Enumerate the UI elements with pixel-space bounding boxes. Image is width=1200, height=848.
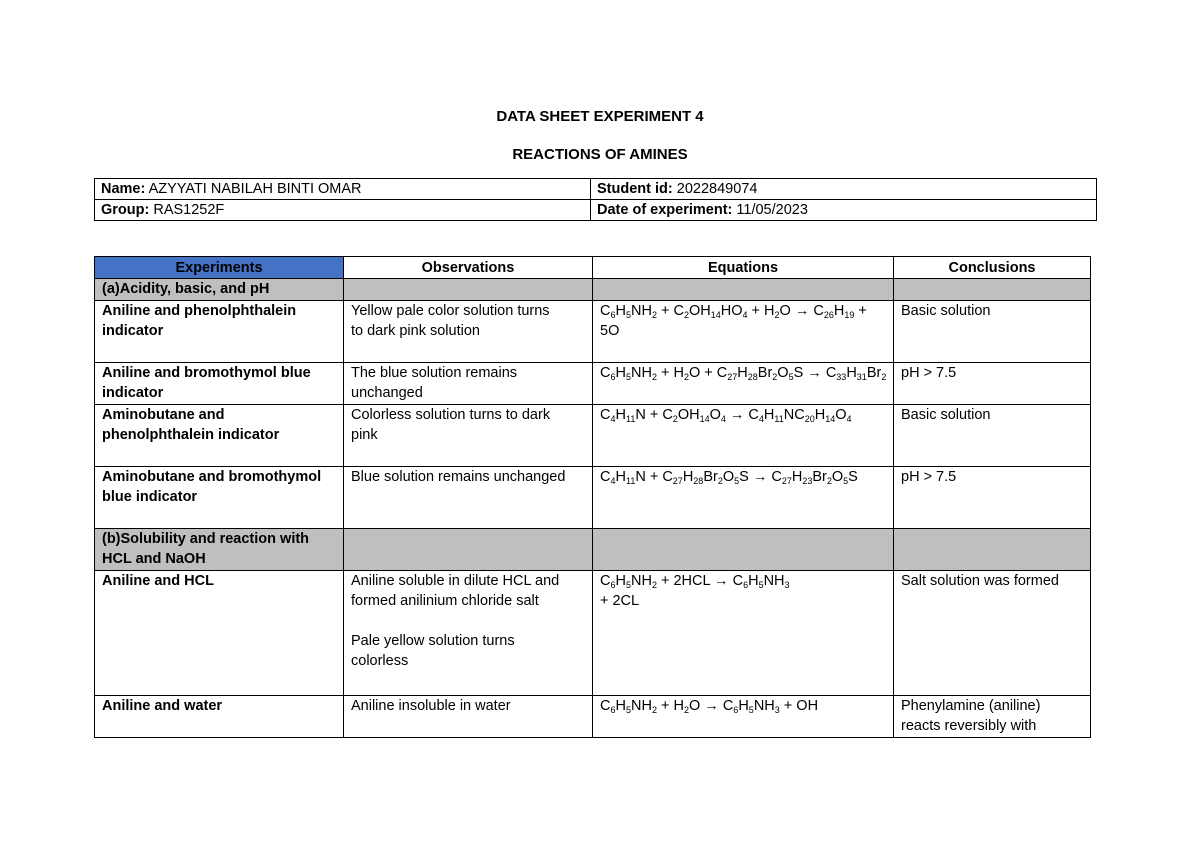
observation-line: Aniline insoluble in water	[351, 698, 511, 714]
subscript: 5	[625, 372, 631, 382]
equation-text: + C	[656, 303, 684, 319]
subscript: 20	[804, 414, 815, 424]
equation-text: S → C	[739, 469, 782, 485]
experiment-line: Aminobutane and bromothymol	[102, 469, 322, 485]
equation-cell	[593, 363, 894, 405]
equation-text: Br	[757, 365, 773, 381]
equation-text: NH	[753, 698, 775, 714]
equation-line: + 2CL	[600, 593, 640, 609]
section-cell	[344, 529, 593, 571]
equation-text: + H	[656, 698, 684, 714]
subscript: 5	[788, 372, 794, 382]
subscript: 6	[610, 705, 616, 715]
subscript: 5	[734, 476, 740, 486]
subscript: 4	[742, 310, 748, 320]
conclusion-cell	[894, 363, 1091, 405]
results-table	[94, 256, 1091, 738]
conclusion-line: reacts reversibly with	[901, 718, 1037, 734]
section-row-b	[95, 529, 1091, 571]
subscript: 3	[784, 580, 790, 590]
observation-line: Colorless solution turns to dark	[351, 407, 551, 423]
conclusion-line: Basic solution	[901, 407, 991, 423]
header-experiments: Experiments	[95, 257, 344, 279]
conclusion-cell	[894, 696, 1091, 738]
header-observations: Observations	[344, 257, 593, 279]
table-row	[95, 363, 1091, 405]
subscript: 28	[693, 476, 704, 486]
date-cell	[591, 200, 1097, 221]
subscript: 27	[781, 476, 792, 486]
observation-line: colorless	[351, 653, 409, 669]
group-value: RAS1252F	[153, 202, 225, 218]
equation-cell	[593, 467, 894, 529]
subscript: 19	[844, 310, 855, 320]
observation-cell	[344, 301, 593, 363]
equation-text: S	[848, 469, 858, 485]
subscript: 5	[625, 310, 631, 320]
observation-line: Yellow pale color solution turns	[351, 303, 550, 319]
conclusion-line: pH > 7.5	[901, 365, 957, 381]
equation-text: NC	[783, 407, 805, 423]
equation-text: Br	[703, 469, 718, 485]
section-cell	[593, 279, 894, 301]
equation-text: +	[854, 303, 867, 319]
equation-line	[600, 696, 886, 716]
equation-text: S → C	[793, 365, 837, 381]
equation-text: C	[600, 469, 611, 485]
equation-text: H	[615, 698, 626, 714]
subscript: 2	[881, 372, 887, 382]
subscript: 11	[774, 414, 784, 424]
info-row	[95, 200, 1097, 221]
date-label: Date of experiment:	[597, 202, 733, 218]
experiment-line: indicator	[102, 385, 164, 401]
conclusion-cell	[894, 571, 1091, 696]
subscript: 2	[683, 372, 689, 382]
page-subtitle: REACTIONS OF AMINES	[512, 146, 688, 163]
table-row	[95, 301, 1091, 363]
experiment-line: blue indicator	[102, 489, 198, 505]
table-row	[95, 467, 1091, 529]
subscript: 5	[758, 580, 764, 590]
subscript: 14	[710, 310, 721, 320]
equation-line	[600, 467, 886, 487]
experiment-cell	[95, 467, 344, 529]
student-id-cell	[591, 179, 1097, 200]
observation-line: to dark pink solution	[351, 323, 480, 339]
subscript: 5	[748, 705, 754, 715]
subscript: 2	[672, 414, 678, 424]
section-title	[95, 529, 344, 571]
subscript: 2	[826, 476, 832, 486]
date-value: 11/05/2023	[736, 202, 808, 218]
equation-text: H	[615, 303, 626, 319]
page-title: DATA SHEET EXPERIMENT 4	[496, 108, 704, 125]
equation-text: H	[748, 573, 759, 589]
equation-text: C	[600, 573, 611, 589]
observation-cell	[344, 696, 593, 738]
equation-text: H	[738, 698, 749, 714]
experiment-line: Aniline and HCL	[102, 573, 214, 589]
equation-text: + H	[747, 303, 775, 319]
observation-line: Pale yellow solution turns	[351, 633, 515, 649]
observation-line: Blue solution remains unchanged	[351, 469, 566, 485]
equation-text: Br	[866, 365, 882, 381]
equation-cell	[593, 301, 894, 363]
observation-cell	[344, 467, 593, 529]
equation-text: H	[846, 365, 857, 381]
equation-text: NH	[763, 573, 785, 589]
table-row	[95, 405, 1091, 467]
name-cell	[95, 179, 591, 200]
group-label: Group:	[101, 202, 150, 218]
subscript: 5	[625, 705, 631, 715]
equation-text: NH	[631, 365, 652, 381]
name-label: Name:	[101, 181, 146, 197]
equation-line: 5O	[600, 323, 620, 339]
section-cell	[344, 279, 593, 301]
section-title-line: HCL and NaOH	[102, 551, 206, 567]
equation-text: H	[615, 573, 626, 589]
experiment-cell	[95, 571, 344, 696]
section-title: (a)Acidity, basic, and pH	[95, 279, 344, 301]
subscript: 11	[625, 414, 636, 424]
subscript: 4	[758, 414, 764, 424]
subscript: 2	[717, 476, 723, 486]
equation-text: C	[600, 407, 611, 423]
student-id-label: Student id:	[597, 181, 673, 197]
name-value: AZYYATI NABILAH BINTI OMAR	[148, 181, 362, 197]
subscript: 6	[733, 705, 739, 715]
conclusion-line: Basic solution	[901, 303, 991, 319]
experiment-line: Aniline and bromothymol blue	[102, 365, 311, 381]
spacer	[351, 611, 585, 631]
equation-line	[600, 405, 886, 425]
equation-cell	[593, 571, 894, 696]
equation-text: N + C	[635, 469, 673, 485]
equation-text: H	[615, 407, 626, 423]
section-cell	[593, 529, 894, 571]
observation-line: unchanged	[351, 385, 423, 401]
equation-text: H	[615, 365, 626, 381]
equation-text: H	[682, 469, 694, 485]
subscript: 4	[846, 414, 852, 424]
equation-text: NH	[631, 698, 652, 714]
equation-text: Br	[812, 469, 827, 485]
equation-text: + H	[656, 365, 684, 381]
conclusion-cell	[894, 405, 1091, 467]
equation-cell	[593, 405, 894, 467]
equation-text: O	[835, 407, 847, 423]
equation-text: H	[615, 469, 626, 485]
equation-text: HO	[720, 303, 743, 319]
subscript: 27	[727, 372, 738, 382]
equation-text: OH	[677, 407, 700, 423]
header-equations: Equations	[593, 257, 894, 279]
equation-text: H	[791, 469, 803, 485]
subscript: 14	[825, 414, 836, 424]
subscript: 23	[802, 476, 813, 486]
equation-text: O → C	[688, 698, 734, 714]
subscript: 2	[651, 705, 657, 715]
subscript: 2	[772, 372, 778, 382]
conclusion-cell	[894, 467, 1091, 529]
equation-text: NH	[631, 573, 652, 589]
equation-line	[600, 363, 886, 383]
equation-text: + 2HCL → C	[656, 573, 744, 589]
equation-text: H	[763, 407, 775, 423]
subscript: 2	[774, 310, 780, 320]
subscript: 3	[774, 705, 780, 715]
subscript: 2	[683, 705, 689, 715]
observation-cell	[344, 363, 593, 405]
observation-line: pink	[351, 427, 378, 443]
conclusion-cell	[894, 301, 1091, 363]
section-title-line: (b)Solubility and reaction with	[102, 531, 310, 547]
equation-text: O	[831, 469, 844, 485]
subscript: 26	[823, 310, 834, 320]
subscript: 11	[625, 476, 636, 486]
experiment-line: Aniline and water	[102, 698, 223, 714]
equation-text: O	[709, 407, 721, 423]
equation-text: C	[600, 303, 611, 319]
experiment-line: Aniline and phenolphthalein	[102, 303, 297, 319]
equation-text: H	[833, 303, 845, 319]
experiment-cell	[95, 301, 344, 363]
table-row	[95, 571, 1091, 696]
observation-cell	[344, 405, 593, 467]
equation-text: H	[737, 365, 748, 381]
equation-cell	[593, 696, 894, 738]
info-row	[95, 179, 1097, 200]
subscript: 5	[843, 476, 849, 486]
equation-text: → C	[725, 407, 759, 423]
experiment-line: phenolphthalein indicator	[102, 427, 280, 443]
subscript: 4	[610, 476, 616, 486]
equation-text: + OH	[779, 698, 819, 714]
subscript: 2	[651, 372, 657, 382]
group-cell	[95, 200, 591, 221]
conclusion-line: pH > 7.5	[901, 469, 957, 485]
section-row-a	[95, 279, 1091, 301]
conclusion-line: Phenylamine (aniline)	[901, 698, 1041, 714]
subscript: 6	[743, 580, 749, 590]
student-id-value: 2022849074	[676, 181, 758, 197]
equation-text: O	[722, 469, 735, 485]
experiment-cell	[95, 363, 344, 405]
subscript: 2	[651, 310, 657, 320]
subscript: 2	[651, 580, 657, 590]
observation-cell	[344, 571, 593, 696]
table-row	[95, 696, 1091, 738]
equation-line	[600, 301, 886, 321]
equation-text: O + C	[688, 365, 728, 381]
header-conclusions: Conclusions	[894, 257, 1091, 279]
experiment-line: Aminobutane and	[102, 407, 225, 423]
equation-line	[600, 571, 886, 591]
subscript: 6	[610, 310, 616, 320]
subscript: 6	[610, 580, 616, 590]
experiment-line: indicator	[102, 323, 164, 339]
equation-text: C	[600, 365, 611, 381]
equation-text: N + C	[635, 407, 673, 423]
section-cell	[894, 529, 1091, 571]
observation-line: The blue solution remains	[351, 365, 518, 381]
observation-line: Aniline soluble in dilute HCL and	[351, 573, 560, 589]
equation-text: O → C	[779, 303, 824, 319]
equation-text: H	[814, 407, 826, 423]
subscript: 27	[672, 476, 683, 486]
subscript: 31	[856, 372, 867, 382]
observation-line: formed anilinium chloride salt	[351, 593, 539, 609]
subscript: 4	[720, 414, 726, 424]
equation-text: OH	[688, 303, 711, 319]
equation-text: NH	[631, 303, 652, 319]
header-row	[95, 257, 1091, 279]
subscript: 6	[610, 372, 616, 382]
experiment-cell	[95, 696, 344, 738]
experiment-cell	[95, 405, 344, 467]
section-cell	[894, 279, 1091, 301]
subscript: 14	[699, 414, 710, 424]
conclusion-line: Salt solution was formed	[901, 573, 1059, 589]
subscript: 2	[683, 310, 689, 320]
student-info-table	[94, 178, 1097, 221]
subscript: 33	[836, 372, 847, 382]
subscript: 5	[625, 580, 631, 590]
equation-text: O	[777, 365, 789, 381]
subscript: 28	[747, 372, 758, 382]
equation-text: C	[600, 698, 611, 714]
subscript: 4	[610, 414, 616, 424]
